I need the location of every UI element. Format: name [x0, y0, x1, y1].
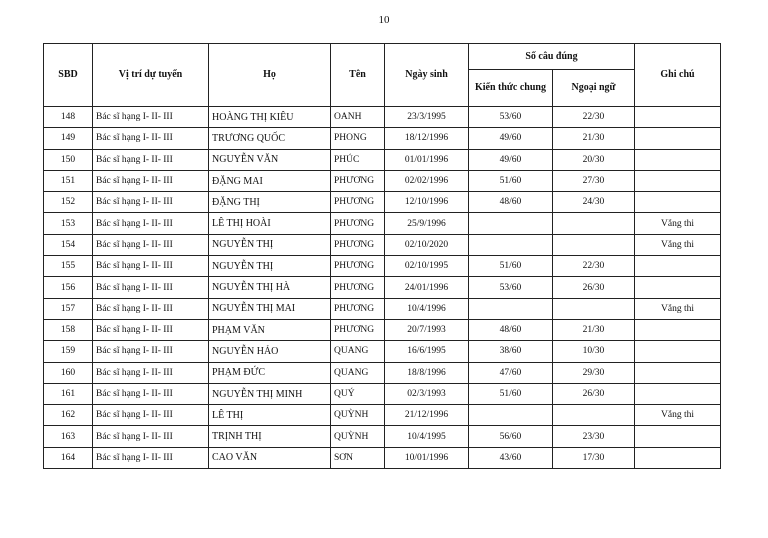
- cell-general-knowledge: [469, 213, 553, 234]
- cell-sbd: 154: [44, 234, 93, 255]
- cell-foreign-language: 23/30: [553, 426, 635, 447]
- cell-given-name: PHƯƠNG: [331, 213, 385, 234]
- cell-dob: 10/4/1996: [385, 298, 469, 319]
- cell-dob: 18/8/1996: [385, 362, 469, 383]
- cell-dob: 18/12/1996: [385, 128, 469, 149]
- cell-foreign-language: 27/30: [553, 170, 635, 191]
- cell-general-knowledge: 51/60: [469, 256, 553, 277]
- table-row: [44, 298, 721, 319]
- cell-given-name: QUỲNH: [331, 405, 385, 426]
- cell-foreign-language: [553, 234, 635, 255]
- results-table: [43, 43, 721, 469]
- table-row: [44, 256, 721, 277]
- table-row: [44, 277, 721, 298]
- cell-surname: PHẠM ĐỨC: [209, 362, 331, 383]
- cell-given-name: PHƯƠNG: [331, 192, 385, 213]
- cell-note: [635, 426, 721, 447]
- table-row: [44, 213, 721, 234]
- cell-sbd: 148: [44, 107, 93, 128]
- cell-foreign-language: 21/30: [553, 128, 635, 149]
- cell-surname: ĐẶNG THỊ: [209, 192, 331, 213]
- cell-sbd: 149: [44, 128, 93, 149]
- cell-surname: NGUYỄN VĂN: [209, 149, 331, 170]
- cell-surname: CAO VĂN: [209, 447, 331, 468]
- cell-general-knowledge: 47/60: [469, 362, 553, 383]
- cell-given-name: PHƯƠNG: [331, 298, 385, 319]
- cell-given-name: PHƯƠNG: [331, 170, 385, 191]
- cell-note: [635, 128, 721, 149]
- cell-surname: NGUYỄN THỊ MAI: [209, 298, 331, 319]
- cell-note: [635, 149, 721, 170]
- cell-dob: 02/10/1995: [385, 256, 469, 277]
- cell-sbd: 157: [44, 298, 93, 319]
- cell-sbd: 163: [44, 426, 93, 447]
- cell-sbd: 151: [44, 170, 93, 191]
- cell-sbd: 161: [44, 383, 93, 404]
- header-general-knowledge: Kiến thức chung: [469, 70, 553, 107]
- table-row: [44, 170, 721, 191]
- cell-position: Bác sĩ hạng I- II- III: [93, 319, 209, 340]
- cell-surname: NGUYỄN THỊ: [209, 234, 331, 255]
- cell-note: [635, 319, 721, 340]
- cell-sbd: 164: [44, 447, 93, 468]
- cell-note: Vắng thi: [635, 405, 721, 426]
- cell-foreign-language: 26/30: [553, 277, 635, 298]
- table-row: [44, 383, 721, 404]
- cell-foreign-language: 21/30: [553, 319, 635, 340]
- cell-sbd: 153: [44, 213, 93, 234]
- cell-sbd: 159: [44, 341, 93, 362]
- cell-dob: 20/7/1993: [385, 319, 469, 340]
- cell-position: Bác sĩ hạng I- II- III: [93, 405, 209, 426]
- cell-sbd: 156: [44, 277, 93, 298]
- cell-foreign-language: 26/30: [553, 383, 635, 404]
- cell-position: Bác sĩ hạng I- II- III: [93, 298, 209, 319]
- table-row: [44, 107, 721, 128]
- cell-foreign-language: [553, 405, 635, 426]
- cell-general-knowledge: 49/60: [469, 149, 553, 170]
- cell-note: [635, 447, 721, 468]
- cell-dob: 02/3/1993: [385, 383, 469, 404]
- table-row: [44, 192, 721, 213]
- cell-note: Vắng thi: [635, 234, 721, 255]
- cell-note: [635, 192, 721, 213]
- cell-position: Bác sĩ hạng I- II- III: [93, 170, 209, 191]
- cell-position: Bác sĩ hạng I- II- III: [93, 149, 209, 170]
- cell-sbd: 158: [44, 319, 93, 340]
- cell-position: Bác sĩ hạng I- II- III: [93, 426, 209, 447]
- cell-general-knowledge: [469, 298, 553, 319]
- cell-position: Bác sĩ hạng I- II- III: [93, 107, 209, 128]
- table-row: [44, 341, 721, 362]
- cell-given-name: PHONG: [331, 128, 385, 149]
- cell-foreign-language: [553, 213, 635, 234]
- cell-position: Bác sĩ hạng I- II- III: [93, 256, 209, 277]
- cell-surname: NGUYỄN THỊ: [209, 256, 331, 277]
- cell-surname: NGUYỄN HẢO: [209, 341, 331, 362]
- cell-general-knowledge: 48/60: [469, 192, 553, 213]
- cell-general-knowledge: [469, 405, 553, 426]
- cell-surname: LÊ THỊ HOÀI: [209, 213, 331, 234]
- header-given-name: Tên: [331, 44, 385, 107]
- cell-given-name: OANH: [331, 107, 385, 128]
- cell-dob: 16/6/1995: [385, 341, 469, 362]
- cell-foreign-language: 29/30: [553, 362, 635, 383]
- table-row: [44, 149, 721, 170]
- cell-surname: TRỊNH THỊ: [209, 426, 331, 447]
- cell-given-name: PHƯƠNG: [331, 277, 385, 298]
- cell-position: Bác sĩ hạng I- II- III: [93, 362, 209, 383]
- table-row: [44, 319, 721, 340]
- table-body: [44, 107, 721, 469]
- cell-general-knowledge: 43/60: [469, 447, 553, 468]
- header-position: Vị trí dự tuyển: [93, 44, 209, 107]
- cell-surname: NGUYỄN THỊ MINH: [209, 383, 331, 404]
- cell-note: [635, 383, 721, 404]
- cell-foreign-language: 22/30: [553, 107, 635, 128]
- cell-position: Bác sĩ hạng I- II- III: [93, 128, 209, 149]
- cell-given-name: PHƯƠNG: [331, 256, 385, 277]
- table-row: [44, 447, 721, 468]
- cell-foreign-language: 17/30: [553, 447, 635, 468]
- cell-surname: TRƯƠNG QUỐC: [209, 128, 331, 149]
- cell-dob: 01/01/1996: [385, 149, 469, 170]
- cell-given-name: QUỲNH: [331, 426, 385, 447]
- cell-dob: 10/01/1996: [385, 447, 469, 468]
- cell-surname: ĐẶNG MAI: [209, 170, 331, 191]
- cell-note: [635, 277, 721, 298]
- cell-dob: 24/01/1996: [385, 277, 469, 298]
- cell-dob: 10/4/1995: [385, 426, 469, 447]
- header-sbd: SBD: [44, 44, 93, 107]
- cell-foreign-language: 20/30: [553, 149, 635, 170]
- cell-foreign-language: 24/30: [553, 192, 635, 213]
- page-number: 10: [378, 14, 390, 26]
- cell-position: Bác sĩ hạng I- II- III: [93, 447, 209, 468]
- table-header: [44, 44, 721, 107]
- cell-surname: PHẠM VĂN: [209, 319, 331, 340]
- cell-given-name: PHƯƠNG: [331, 319, 385, 340]
- cell-note: Vắng thi: [635, 213, 721, 234]
- cell-given-name: PHÚC: [331, 149, 385, 170]
- cell-dob: 02/10/2020: [385, 234, 469, 255]
- cell-position: Bác sĩ hạng I- II- III: [93, 383, 209, 404]
- cell-sbd: 150: [44, 149, 93, 170]
- cell-surname: LÊ THỊ: [209, 405, 331, 426]
- cell-position: Bác sĩ hạng I- II- III: [93, 234, 209, 255]
- cell-general-knowledge: 53/60: [469, 107, 553, 128]
- table-row: [44, 362, 721, 383]
- cell-given-name: QUANG: [331, 362, 385, 383]
- cell-given-name: PHƯƠNG: [331, 234, 385, 255]
- cell-position: Bác sĩ hạng I- II- III: [93, 341, 209, 362]
- table-row: [44, 405, 721, 426]
- cell-foreign-language: 22/30: [553, 256, 635, 277]
- cell-general-knowledge: 49/60: [469, 128, 553, 149]
- table-row: [44, 426, 721, 447]
- cell-note: [635, 256, 721, 277]
- cell-given-name: SƠN: [331, 447, 385, 468]
- cell-dob: 02/02/1996: [385, 170, 469, 191]
- table-row: [44, 128, 721, 149]
- cell-given-name: QUÝ: [331, 383, 385, 404]
- cell-sbd: 160: [44, 362, 93, 383]
- cell-general-knowledge: 48/60: [469, 319, 553, 340]
- cell-note: [635, 170, 721, 191]
- cell-foreign-language: [553, 298, 635, 319]
- cell-dob: 12/10/1996: [385, 192, 469, 213]
- cell-general-knowledge: 53/60: [469, 277, 553, 298]
- cell-dob: 25/9/1996: [385, 213, 469, 234]
- cell-general-knowledge: 51/60: [469, 170, 553, 191]
- cell-given-name: QUANG: [331, 341, 385, 362]
- cell-note: [635, 362, 721, 383]
- cell-dob: 21/12/1996: [385, 405, 469, 426]
- cell-surname: HOÀNG THỊ KIÊU: [209, 107, 331, 128]
- cell-sbd: 155: [44, 256, 93, 277]
- cell-note: Vắng thi: [635, 298, 721, 319]
- cell-position: Bác sĩ hạng I- II- III: [93, 277, 209, 298]
- cell-position: Bác sĩ hạng I- II- III: [93, 213, 209, 234]
- header-surname: Họ: [209, 44, 331, 107]
- cell-sbd: 152: [44, 192, 93, 213]
- header-correct-answers: Số câu đúng: [469, 44, 635, 70]
- cell-general-knowledge: 38/60: [469, 341, 553, 362]
- cell-foreign-language: 10/30: [553, 341, 635, 362]
- cell-note: [635, 341, 721, 362]
- cell-note: [635, 107, 721, 128]
- cell-position: Bác sĩ hạng I- II- III: [93, 192, 209, 213]
- cell-general-knowledge: [469, 234, 553, 255]
- table-row: [44, 234, 721, 255]
- cell-surname: NGUYỄN THỊ HÀ: [209, 277, 331, 298]
- cell-general-knowledge: 56/60: [469, 426, 553, 447]
- header-dob: Ngày sinh: [385, 44, 469, 107]
- cell-sbd: 162: [44, 405, 93, 426]
- header-foreign-language: Ngoại ngữ: [553, 70, 635, 107]
- cell-general-knowledge: 51/60: [469, 383, 553, 404]
- cell-dob: 23/3/1995: [385, 107, 469, 128]
- header-notes: Ghi chú: [635, 44, 721, 107]
